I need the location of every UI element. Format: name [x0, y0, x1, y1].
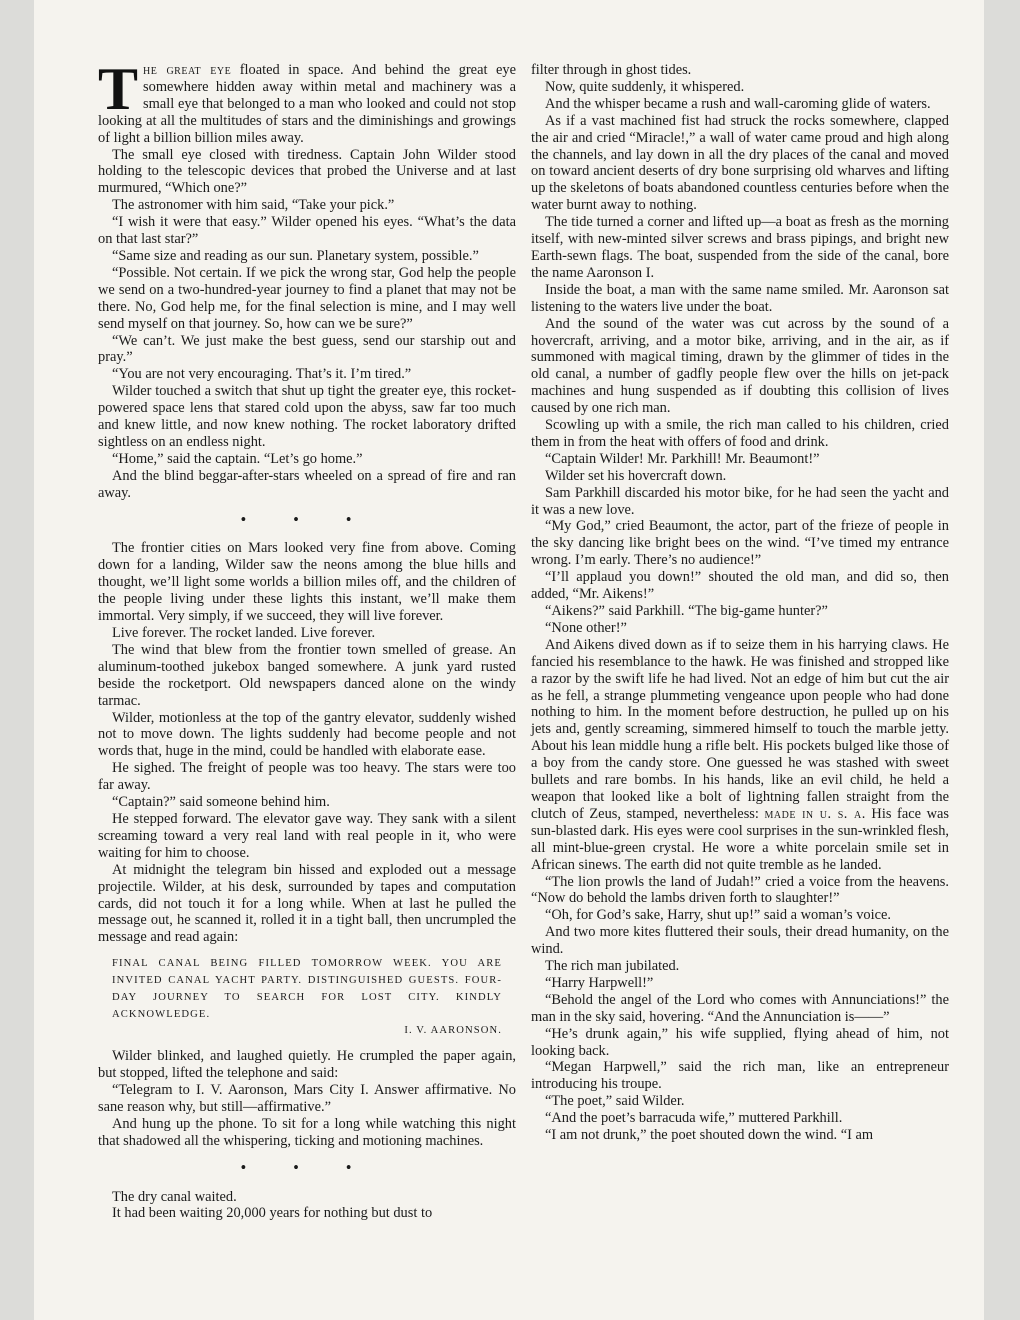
paragraph: Sam Parkhill discarded his motor bike, for he had seen the yacht and it was a new love.	[531, 484, 949, 518]
paragraph: “Telegram to I. V. Aaronson, Mars City I. Answer affirmative. No sane reason why, but still—affirmative.”	[98, 1082, 516, 1115]
paragraph: “We can’t. We just make the best guess, send our starship out and pray.”	[98, 332, 516, 366]
paragraph: “My God,” cried Beaumont, the actor, part of the frieze of people in the sky dancing like bright bees on the wind. “I’ve timed my entrance wrong. I’m early. There’s no audience!”	[531, 518, 949, 569]
paragraph: “Oh, for God’s sake, Harry, shut up!” said a woman’s voice.	[545, 907, 891, 924]
paragraph: The small eye closed with tiredness. Captain John Wilder stood holding to the telescopic devices that probed the Universe and at last murmured, “Which one?”	[98, 146, 516, 197]
paragraph: “Possible. Not certain. If we pick the wrong star, God help the people we send on a two-hundred-year journey to find a planet that may not be there. No, God help me, for the final selection is mine, and I may well send myself on that journey. So, how can we be sure?”	[98, 264, 516, 332]
paragraph-aikens	[531, 637, 949, 874]
paragraph: The rich man jubilated.	[545, 958, 680, 975]
telegram-block	[112, 956, 502, 1040]
paragraph: “And the poet’s barracuda wife,” muttered Parkhill.	[545, 1110, 843, 1127]
drop-cap: T	[98, 56, 139, 122]
opening-small-caps: he great eye	[143, 62, 232, 78]
section-separator: • • •	[240, 511, 374, 528]
paragraph: He sighed. The freight of people was too heavy. The stars were too far away.	[98, 760, 516, 794]
opening-paragraph	[98, 56, 516, 147]
made-in-usa-stamp: made in u. s. a.	[764, 805, 866, 822]
paragraph: “I am not drunk,” the poet shouted down the wind. “I am	[545, 1127, 874, 1144]
paragraph: The astronomer with him said, “Take your pick.”	[112, 197, 395, 214]
paragraph: “Behold the angel of the Lord who comes with Annunciations!” the man in the sky said, hovering. “And the Annunciation is——”	[531, 991, 949, 1025]
paragraph: “He’s drunk again,” his wife supplied, flying ahead of him, not looking back.	[531, 1025, 949, 1059]
opening-text: floated in space. And behind the great eye somewhere hidden away within metal and machinery was a small eye that belonged to a man who looked and could not stop looking at all the multitudes of stars and the diminishings and growings of light a billion billion miles away.	[98, 62, 516, 146]
paragraph: “I’ll applaud you down!” shouted the old man, and did so, then added, “Mr. Aikens!”	[531, 569, 949, 603]
left-column	[98, 56, 516, 1222]
paragraph: And hung up the phone. To sit for a long while watching this night that shadowed all the whispering, ticking and motioning machines.	[98, 1115, 516, 1149]
paragraph: Inside the boat, a man with the same name smiled. Mr. Aaronson sat listening to the waters live under the boat.	[531, 281, 949, 315]
paragraph: “Aikens?” said Parkhill. “The big-game hunter?”	[545, 603, 828, 619]
paragraph: “I wish it were that easy.” Wilder opened his eyes. “What’s the data on that last star?”	[98, 214, 516, 248]
paragraph: Wilder set his hovercraft down.	[545, 467, 727, 484]
paragraph: “None other!”	[545, 619, 627, 636]
paragraph: And the sound of the water was cut across by the sound of a hovercraft, arriving, and a motor bike, arriving, and in the air, as if summoned with magical timing, drawn by the glimmer of tides in the old canal, a number of gadfly people flew over the hills on jet-pack machines and hung suspended as if doubting this collision of lives caused by one rich man.	[531, 315, 949, 417]
paragraph: “Harry Harpwell!”	[545, 974, 654, 991]
telegram-text: FINAL CANAL BEING FILLED TOMORROW WEEK. YOU ARE INVITED CANAL YACHT PARTY. DISTINGUISHED GUESTS. FOUR-DAY JOURNEY TO SEARCH FOR LOST CITY. KINDLY ACKNOWLEDGE.	[112, 958, 502, 1020]
paragraph: “Same size and reading as our sun. Planetary system, possible.”	[112, 247, 479, 264]
paragraph: “Megan Harpwell,” said the rich man, like an entrepreneur introducing his troupe.	[531, 1059, 949, 1093]
aikens-text-a: And Aikens dived down as if to seize them in his harrying claws. He fancied his resemblance to the hawk. He was finished and stropped like a razor by the swift life he had lived. Not an edge of him but cut the air as he fell, a strange plummeting vengeance upon people who had done nothing to him. In the moment before destruction, he pulled up on his jets and, gently screaming, simmered himself to touch the marble jetty. About his lean middle hung a rifle belt. His pockets bulged like those of a boy from the candy store. One guessed he was stashed with sweet bullets and rare bombs. In his hands, like an evil child, he held a weapon that looked like a bolt of lightning fallen straight from the clutch of Zeus, stamped, nevertheless:	[531, 636, 949, 822]
paragraph: “Captain Wilder! Mr. Parkhill! Mr. Beaumont!”	[545, 450, 820, 467]
paragraph: As if a vast machined fist had struck the rocks somewhere, clapped the air and cried “Miracle!,” a wall of water came proud and high along the channels, and lay down in all the dry places of the canal and moved on toward ancient deserts of dry bone surprising old wharves and lifting up the skeletons of boats abandoned countless centuries before when the water burnt away to nothing.	[531, 112, 949, 214]
paragraph: And the whisper became a rush and wall-caroming glide of waters.	[545, 95, 931, 112]
paragraph: “The lion prowls the land of Judah!” cried a voice from the heavens. “Now do behold the lambs driven forth to slaughter!”	[531, 873, 949, 907]
paragraph: It had been waiting 20,000 years for nothing but dust to	[112, 1205, 433, 1222]
paragraph: The dry canal waited.	[112, 1188, 237, 1205]
paragraph: “Home,” said the captain. “Let’s go home.”	[112, 450, 363, 467]
paragraph: “Captain?” said someone behind him.	[112, 794, 330, 811]
paragraph: The wind that blew from the frontier town smelled of grease. An aluminum-toothed jukebox banged somewhere. A junk yard rusted beside the rocketport. Old newspapers danced alone on the windy tarmac.	[98, 641, 516, 709]
right-column	[531, 62, 949, 1144]
paragraph: Wilder blinked, and laughed quietly. He crumpled the paper again, but stopped, lifted the telephone and said:	[98, 1048, 516, 1082]
paragraph: The frontier cities on Mars looked very fine from above. Coming down for a landing, Wilder saw the neons among the blue hills and thought, we’ll light some worlds a billion miles off, and the children of the people living under these lights this instant, we’ll make them immortal. Very simply, if we succeed, they will live forever.	[98, 540, 516, 625]
magazine-page	[34, 0, 984, 1320]
paragraph: And the blind beggar-after-stars wheeled on a spread of fire and ran away.	[98, 467, 516, 501]
paragraph: Now, quite suddenly, it whispered.	[545, 78, 745, 95]
section-separator: • • •	[240, 1159, 374, 1176]
paragraph: He stepped forward. The elevator gave way. They sank with a silent screaming toward a very real land with real people in it, who were waiting for him to choose.	[98, 810, 516, 861]
paragraph: “The poet,” said Wilder.	[545, 1093, 685, 1110]
paragraph: Live forever. The rocket landed. Live forever.	[112, 625, 376, 641]
paragraph: Wilder touched a switch that shut up tight the greater eye, this rocket-powered space lens that stared cold upon the abyss, saw far too much and knew little, and now knew nothing. The rocket laboratory drifted sightless on an endless night.	[98, 383, 516, 450]
paragraph: The tide turned a corner and lifted up—a boat as fresh as the morning itself, with new-minted silver screws and brass pipings, and bright new Earth-sewn flags. The boat, suspended from the side of the canal, bore the name Aaronson I.	[531, 214, 949, 281]
aikens-text-b: His face was sun-blasted dark. His eyes were cool surprises in the sun-wrinkled flesh, all mint-blue-green crystal. He wore a white porcelain smile set in African sinews. The earth did not quite tremble as he landed.	[531, 805, 950, 873]
paragraph: At midnight the telegram bin hissed and exploded out a message projectile. Wilder, at his desk, surrounded by tapes and computation cards, did not touch it for a long while. When at last he pulled the message out, he scanned it, rolled it in a tight ball, then uncrumpled the message and read again:	[98, 861, 516, 946]
telegram-signature: I. V. AARONSON.	[404, 1025, 502, 1037]
paragraph: “You are not very encouraging. That’s it. I’m tired.”	[112, 366, 412, 383]
paragraph: And two more kites fluttered their souls, their dread humanity, on the wind.	[531, 924, 949, 958]
continued-paragraph: filter through in ghost tides.	[531, 62, 692, 78]
paragraph: Scowling up with a smile, the rich man called to his children, cried them in from the heat with offers of food and drink.	[531, 417, 949, 450]
paragraph: Wilder, motionless at the top of the gantry elevator, suddenly wished not to move down. The lights suddenly had become people and not words that, huge in the mind, could be handled with elaborate ease.	[98, 709, 516, 760]
